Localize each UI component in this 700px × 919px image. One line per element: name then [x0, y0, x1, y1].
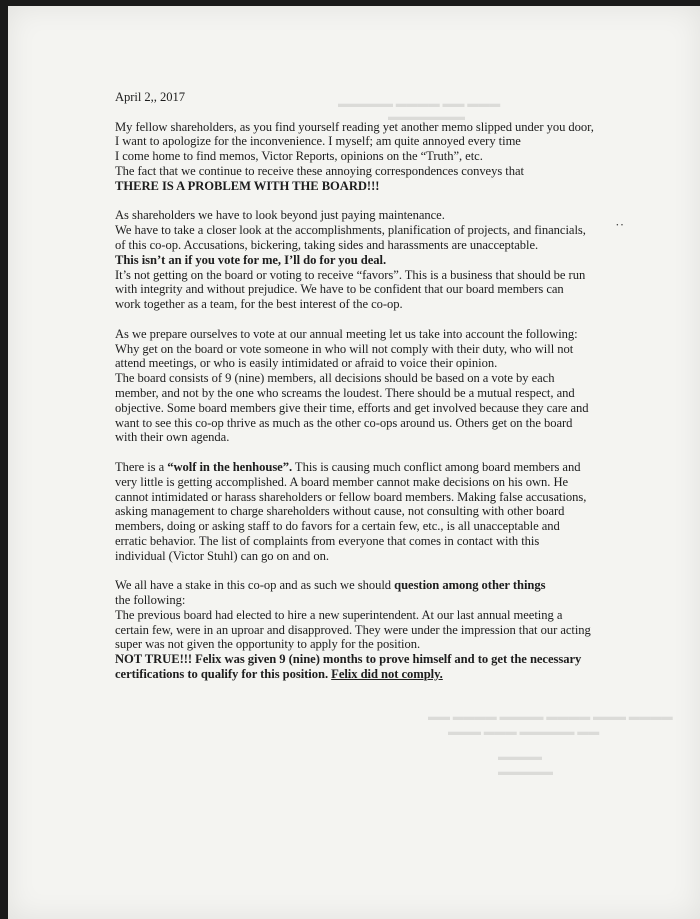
text-line: The previous board had elected to hire a new superintendent. At our last annual meeting a: [115, 607, 563, 622]
reverse-side-bleed: ▬▬▬▬ ▬▬▬ ▬▬▬▬ ▬▬▬▬ ▬▬▬▬ ▬▬: [428, 711, 673, 723]
text-line: We have to take a closer look at the accomplishments, planification of projects, and financials,: [115, 223, 586, 238]
reverse-side-bleed: ▬▬▬▬: [498, 751, 542, 763]
paragraph-intro: [115, 120, 635, 194]
emphasis-text: THERE IS A PROBLEM WITH THE BOARD!!!: [115, 178, 380, 193]
emphasis-text: This isn’t an if you vote for me, I’ll do for you deal.: [115, 252, 387, 267]
text-line: certain few, were in an uproar and disapproved. They were under the impression that our acting: [115, 622, 591, 637]
text-line: individual (Victor Stuhl) can go on and on.: [115, 548, 329, 563]
text-line: of this co-op. Accusations, bickering, taking sides and harassments are unacceptable.: [115, 237, 539, 252]
text-line: I come home to find memos, Victor Reports, opinions on the “Truth”, etc.: [115, 149, 483, 164]
text-fragment: This is causing much conflict among board members and: [292, 459, 581, 474]
memo-date: April 2,, 2017: [115, 90, 185, 104]
reverse-side-bleed: ▬▬ ▬▬▬▬▬ ▬▬▬ ▬▬▬: [448, 726, 600, 738]
text-line: very little is getting accomplished. A board member cannot make decisions on his own. He: [115, 474, 569, 489]
text-line: with integrity and without prejudice. We have to be confident that our board members can: [115, 282, 564, 297]
reverse-side-bleed: ▬▬▬▬▬: [498, 766, 553, 778]
text-fragment: There is a: [115, 459, 168, 474]
text-line: super was not given the opportunity to apply for the position.: [115, 637, 421, 652]
underlined-emphasis: Felix did not comply.: [331, 667, 443, 682]
text-line: I want to apologize for the inconvenience. I myself; am quite annoyed every time: [115, 134, 521, 149]
text-line: members, doing or asking staff to do favors for a certain few, etc., is all unacceptable and: [115, 519, 560, 534]
emphasis-text: NOT TRUE!!! Felix was given 9 (nine) months to prove himself and to get the necessary: [115, 652, 582, 667]
text-line: asking management to charge shareholders without cause, not consulting with other board: [115, 504, 565, 519]
text-line: objective. Some board members give their time, efforts and get involved because they care and: [115, 400, 589, 415]
text-line: want to see this co-op thrive as much as the other co-ops around us. Others get on the board: [115, 415, 573, 430]
text-line: As shareholders we have to look beyond just paying maintenance.: [115, 208, 445, 223]
text-line: Why get on the board or vote someone in who will not comply with their duty, who will not: [115, 341, 574, 356]
text-line: My fellow shareholders, as you find yourself reading yet another memo slipped under you door,: [115, 119, 594, 134]
emphasis-text: “wolf in the henhouse”.: [167, 459, 293, 474]
reverse-side-bleed: ▬▬▬ ▬▬ ▬▬▬▬ ▬▬▬▬▬: [338, 98, 501, 110]
text-line: erratic behavior. The list of complaints from everyone that comes in contact with this: [115, 533, 540, 548]
text-line: work together as a team, for the best interest of the co-op.: [115, 297, 403, 312]
stray-mark: ˙˙: [615, 222, 625, 237]
emphasis-text: question among other things: [394, 578, 546, 593]
text-line: member, and not by the one who screams the loudest. There should be a mutual respect, and: [115, 385, 575, 400]
paragraph-stake: [115, 578, 635, 682]
text-line: the following:: [115, 593, 186, 608]
text-line: attend meetings, or who is easily intimidated or afraid to voice their opinion.: [115, 356, 498, 371]
text-line: The board consists of 9 (nine) members, all decisions should be based on a vote by each: [115, 371, 555, 386]
text-line: with their own agenda.: [115, 430, 230, 445]
reverse-side-bleed: ▬▬▬▬▬▬▬: [388, 111, 465, 123]
text-line: It’s not getting on the board or voting to receive “favors”. This is a business that should be run: [115, 267, 586, 282]
memo-body: [115, 90, 635, 682]
paragraph-annual-meeting: [115, 327, 635, 445]
emphasis-text: certifications to qualify for this position.: [115, 667, 329, 682]
text-fragment: We all have a stake in this co-op and as such we should: [115, 578, 395, 593]
paragraph-shareholders: [115, 208, 635, 312]
text-line: The fact that we continue to receive these annoying correspondences conveys that: [115, 163, 524, 178]
text-line: As we prepare ourselves to vote at our annual meeting let us take into account the following:: [115, 326, 578, 341]
paragraph-wolf: [115, 460, 635, 564]
text-line: cannot intimidated or harass shareholders or fellow board members. Making false accusations,: [115, 489, 587, 504]
